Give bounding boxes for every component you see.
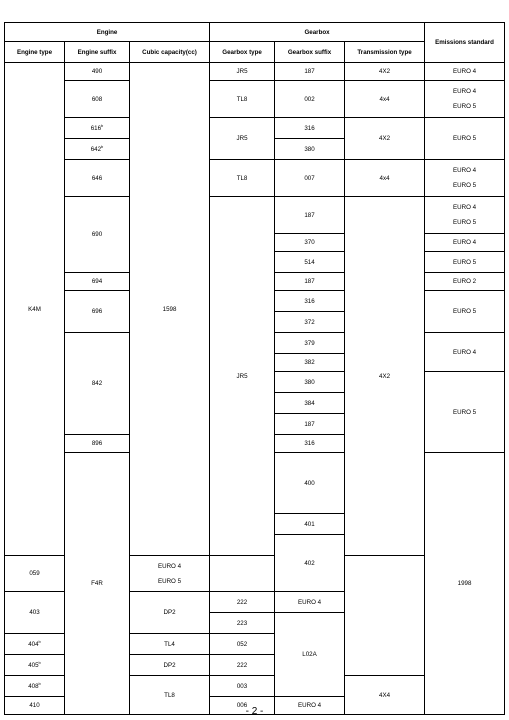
emissions-value: EURO 4 <box>453 167 477 174</box>
cubic-capacity-cell: 1998 <box>425 453 505 715</box>
engine-suffix-cell: 696 <box>65 291 130 333</box>
gearbox-suffix-cell: 316 <box>275 435 345 453</box>
gearbox-suffix-cell: 384 <box>275 393 345 414</box>
emissions-cell: EURO 5 <box>425 252 505 273</box>
engine-suffix-cell: 694 <box>65 273 130 291</box>
gearbox-suffix-cell: 372 <box>275 312 345 333</box>
footnote-mark: b <box>101 122 104 128</box>
table-row <box>5 63 505 81</box>
gearbox-suffix-cell: 006 <box>210 697 275 715</box>
gearbox-type-cell: DP2 <box>130 592 210 634</box>
emissions-cell: EURO 2 <box>425 273 505 291</box>
gearbox-suffix-cell: 059 <box>5 556 65 592</box>
engine-type-cell: K4M <box>5 63 65 556</box>
engine-suffix-cell: 400 <box>275 453 345 514</box>
footnote-mark: b <box>101 143 104 149</box>
gearbox-suffix-cell: 007 <box>275 160 345 197</box>
engine-suffix-cell: 690 <box>65 197 130 273</box>
gearbox-suffix-cell: 380 <box>275 372 345 393</box>
gearbox-suffix-cell: 379 <box>275 333 345 354</box>
engine-suffix-cell: 402 <box>275 535 345 592</box>
engine-suffix-cell: 490 <box>65 63 130 81</box>
gearbox-suffix-cell: 382 <box>275 354 345 372</box>
gearbox-type-cell: TL8 <box>130 676 210 715</box>
gearbox-suffix-cell: 222 <box>210 655 275 676</box>
footnote-mark: b <box>38 680 41 686</box>
gearbox-group-header: Gearbox <box>210 23 425 42</box>
emissions-standard-header: Emissions standard <box>425 23 505 63</box>
emissions-cell: EURO 4 <box>425 63 505 81</box>
gearbox-suffix-cell: 187 <box>275 273 345 291</box>
transmission-cell: 4X2 <box>345 63 425 81</box>
gearbox-suffix-cell: 380 <box>275 139 345 160</box>
engine-suffix-cell: 608 <box>65 81 130 118</box>
transmission-type-header: Transmission type <box>345 42 425 63</box>
gearbox-suffix-cell: 002 <box>275 81 345 118</box>
engine-suffix-cell: 405$^b$ <box>5 655 65 676</box>
cubic-capacity-header: Cubic capacity(cc) <box>130 42 210 63</box>
engine-suffix-cell: 616$^b$ <box>65 118 130 139</box>
gearbox-type-cell: TL8 <box>210 160 275 197</box>
gearbox-type-cell: DP2 <box>130 655 210 676</box>
emissions-value: EURO 5 <box>453 103 477 110</box>
engine-suffix-cell: 401 <box>275 514 345 535</box>
emissions-value: EURO 4 <box>453 88 477 95</box>
emissions-value: EURO 4 <box>453 204 477 211</box>
gearbox-suffix-cell: 187 <box>275 414 345 435</box>
emissions-value: EURO 5 <box>453 219 477 226</box>
gearbox-suffix-cell: 316 <box>275 291 345 312</box>
gearbox-suffix-cell: 223 <box>210 613 275 634</box>
emissions-cell: EURO 4 <box>275 697 345 715</box>
engine-suffix-cell: 842 <box>65 333 130 435</box>
gearbox-suffix-cell: 187 <box>275 63 345 81</box>
emissions-cell: EURO 4 <box>425 333 505 372</box>
footnote-mark: b <box>38 659 41 665</box>
emissions-value: EURO 4 <box>157 562 182 570</box>
gearbox-suffix-cell: 514 <box>275 252 345 273</box>
transmission-cell: 4X2 <box>345 118 425 160</box>
gearbox-type-header: Gearbox type <box>210 42 275 63</box>
engine-suffix-cell: 404$^b$ <box>5 634 65 655</box>
emissions-cell <box>425 81 505 118</box>
gearbox-type-cell: TL4 <box>130 634 210 655</box>
engine-suffix-cell: 410 <box>5 697 65 715</box>
table-row <box>5 197 505 234</box>
engine-suffix-cell: 646 <box>65 160 130 197</box>
gearbox-type-cell: TL8 <box>210 81 275 118</box>
engine-suffix-cell: 403 <box>5 592 65 634</box>
table-row <box>5 81 505 118</box>
emissions-cell: EURO 5 <box>425 118 505 160</box>
engine-group-header: Engine <box>5 23 210 42</box>
page-number: - 2 - <box>245 706 264 717</box>
engine-suffix-cell: 642$^b$ <box>65 139 130 160</box>
gearbox-suffix-cell: 187 <box>275 197 345 234</box>
engine-suffix-cell: 408$^b$ <box>5 676 65 697</box>
gearbox-suffix-cell: 052 <box>210 634 275 655</box>
engine-type-header: Engine type <box>5 42 65 63</box>
gearbox-suffix-cell: 222 <box>210 592 275 613</box>
table-row <box>5 118 505 139</box>
engine-type-cell: F4R <box>65 453 130 715</box>
gearbox-suffix-cell: 003 <box>210 676 275 697</box>
gearbox-suffix-cell: 316 <box>275 118 345 139</box>
transmission-cell: 4X4 <box>345 676 425 715</box>
engine-suffix-header: Engine suffix <box>65 42 130 63</box>
emissions-cell: EURO 4 <box>275 592 345 613</box>
gearbox-type-cell: JR5 <box>210 197 275 556</box>
gearbox-suffix-header: Gearbox suffix <box>275 42 345 63</box>
transmission-cell: 4x4 <box>345 81 425 118</box>
emissions-cell <box>130 556 210 592</box>
gearbox-type-cell: JR5 <box>210 118 275 160</box>
emissions-value: EURO 5 <box>157 577 182 585</box>
gearbox-type-cell: JR5 <box>210 63 275 81</box>
engine-gearbox-table <box>4 22 505 715</box>
cubic-capacity-cell: 1598 <box>130 63 210 556</box>
transmission-cell: 4x4 <box>345 160 425 197</box>
emissions-cell: EURO 4 <box>425 234 505 252</box>
transmission-cell: 4X2 <box>345 197 425 556</box>
emissions-cell <box>425 160 505 197</box>
emissions-cell <box>425 197 505 234</box>
emissions-cell: L02A <box>275 613 345 697</box>
emissions-value: EURO 5 <box>453 182 477 189</box>
engine-suffix-cell: 896 <box>65 435 130 453</box>
emissions-cell: EURO 5 <box>425 291 505 333</box>
emissions-cell: EURO 5 <box>425 372 505 453</box>
table-row <box>5 160 505 197</box>
footnote-mark: b <box>38 638 41 644</box>
gearbox-suffix-cell: 370 <box>275 234 345 252</box>
